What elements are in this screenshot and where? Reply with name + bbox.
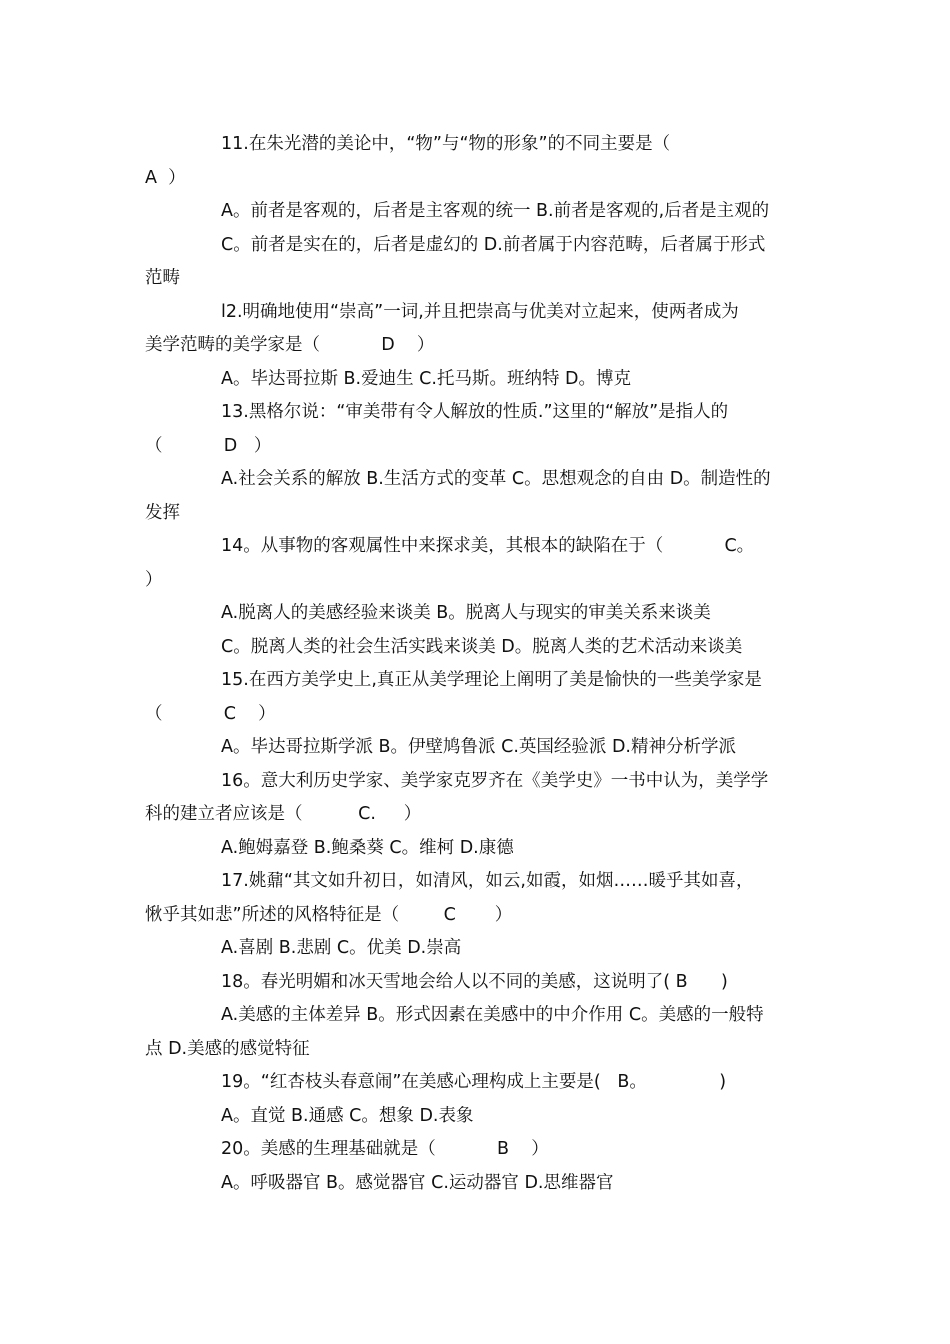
question-19-options-line: A。直觉 B.通感 C。想象 D.表象 bbox=[221, 1106, 474, 1126]
question-20-stem: 20。美感的生理基础就是（ B ） bbox=[221, 1139, 549, 1159]
question-14-stem: 14。从事物的客观属性中来探求美，其根本的缺陷在于（ C。 bbox=[221, 536, 755, 556]
question-18-stem: 18。春光明媚和冰天雪地会给人以不同的美感，这说明了( B ) bbox=[221, 972, 728, 992]
question-20-options-line: A。呼吸器官 B。感觉器官 C.运动器官 D.思维器官 bbox=[221, 1173, 614, 1193]
question-11-answer: A ） bbox=[145, 168, 186, 188]
question-12-options-line: A。毕达哥拉斯 B.爱迪生 C.托马斯。班纳特 D。博克 bbox=[221, 369, 631, 389]
question-18-options-line: A.美感的主体差异 B。形式因素在美感中的中介作用 C。美感的一般特 bbox=[221, 1005, 764, 1025]
question-17-answer: 愀乎其如悲”所述的风格特征是（ C ） bbox=[145, 905, 513, 925]
question-11-options-line: C。前者是实在的，后者是虚幻的 D.前者属于内容范畴，后者属于形式 bbox=[221, 235, 766, 255]
question-14-options-line: A.脱离人的美感经验来谈美 B。脱离人与现实的审美关系来谈美 bbox=[221, 603, 711, 623]
question-15-answer: （ C ） bbox=[145, 704, 276, 724]
question-13-options-line: 发挥 bbox=[145, 503, 180, 523]
question-19-stem: 19。“红杏枝头春意闹”在美感心理构成上主要是( B。 ) bbox=[221, 1072, 727, 1092]
question-12-answer: 美学范畴的美学家是（ D ） bbox=[145, 335, 435, 355]
question-16-options-line: A.鲍姆嘉登 B.鲍桑葵 C。维柯 D.康德 bbox=[221, 838, 514, 858]
question-13-stem: 13.黑格尔说：“审美带有令人解放的性质.”这里的“解放”是指人的 bbox=[221, 402, 729, 422]
question-13-options-line: A.社会关系的解放 B.生活方式的变革 C。思想观念的自由 D。制造性的 bbox=[221, 469, 771, 489]
question-15-stem: 15.在西方美学史上,真正从美学理论上阐明了美是愉快的一些美学家是 bbox=[221, 670, 762, 690]
question-16-stem: 16。意大利历史学家、美学家克罗齐在《美学史》一书中认为，美学学 bbox=[221, 771, 769, 791]
question-18-options-line: 点 D.美感的感觉特征 bbox=[145, 1039, 310, 1059]
question-11-options-line: A。前者是客观的，后者是主客观的统一 B.前者是客观的,后者是主观的 bbox=[221, 201, 770, 221]
question-15-options-line: A。毕达哥拉斯学派 B。伊壁鸠鲁派 C.英国经验派 D.精神分析学派 bbox=[221, 737, 736, 757]
question-17-stem: 17.姚鼐“其文如升初日，如清风，如云,如霞，如烟……暖乎其如喜， bbox=[221, 871, 754, 891]
question-14-answer: ） bbox=[145, 570, 163, 590]
question-11-stem: 11.在朱光潜的美论中，“物”与“物的形象”的不同主要是（ bbox=[221, 134, 671, 154]
question-16-answer: 科的建立者应该是（ C. ） bbox=[145, 804, 422, 824]
question-11-options-line: 范畴 bbox=[145, 268, 180, 288]
question-17-options-line: A.喜剧 B.悲剧 C。优美 D.崇高 bbox=[221, 938, 462, 958]
question-12-stem: l2.明确地使用“崇高”一词,并且把崇高与优美对立起来，使两者成为 bbox=[221, 302, 739, 322]
question-14-options-line: C。脱离人类的社会生活实践来谈美 D。脱离人类的艺术活动来谈美 bbox=[221, 637, 743, 657]
question-13-answer: （ D ） bbox=[145, 436, 272, 456]
